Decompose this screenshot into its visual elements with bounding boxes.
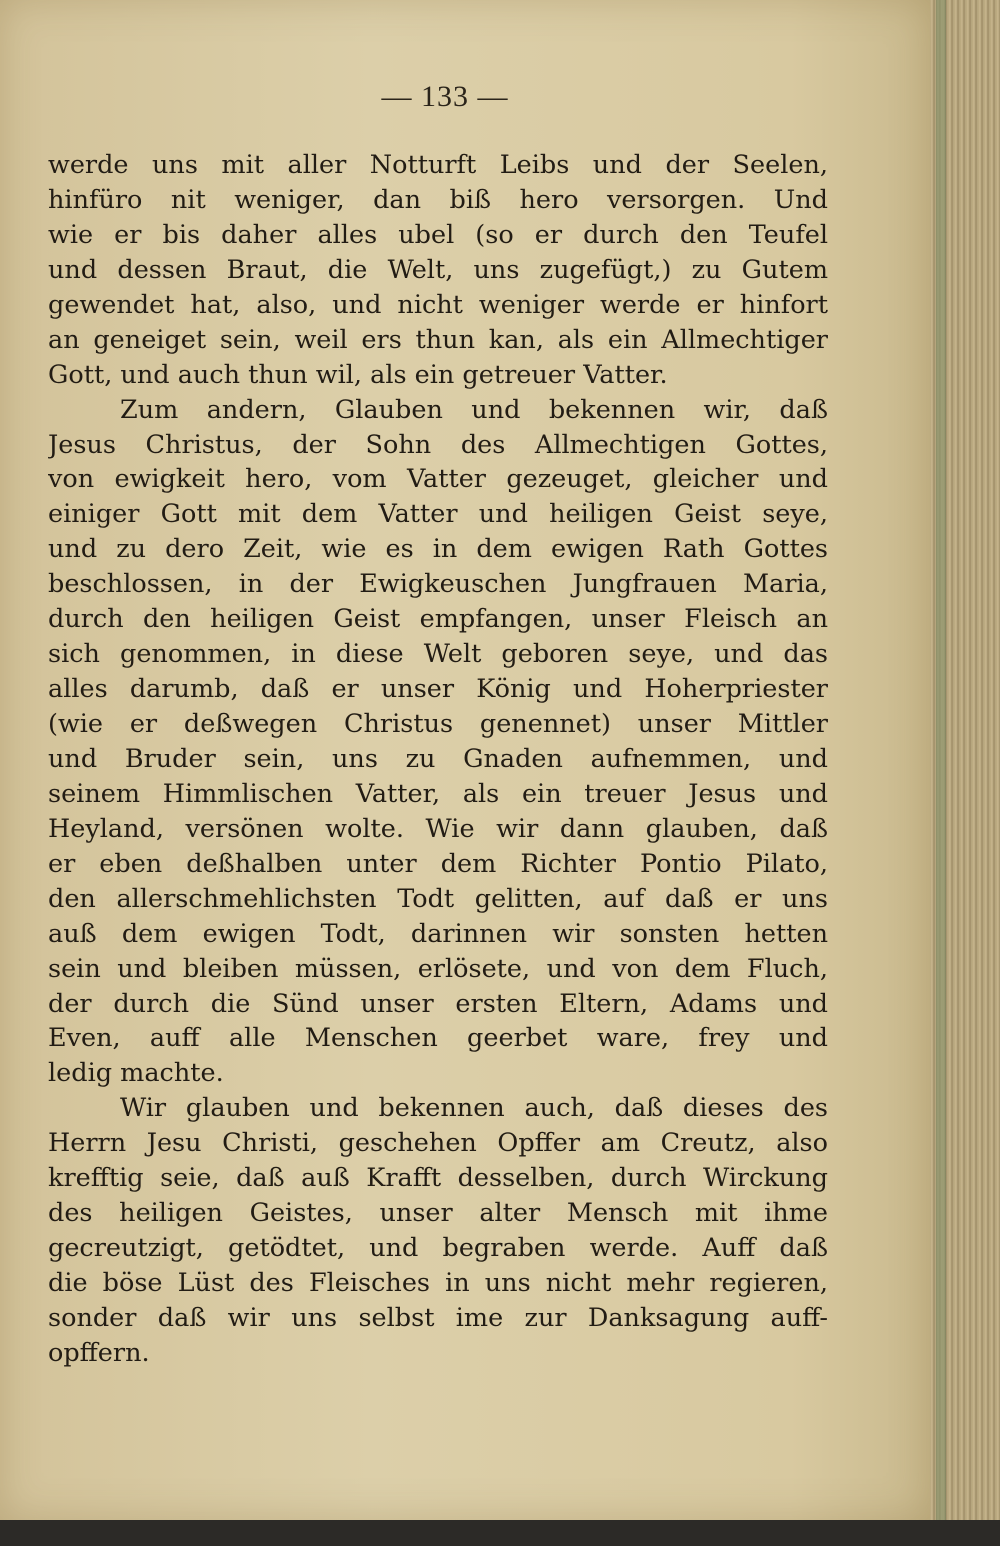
text-line: auß dem ewigen Todt, darinnen wir sonsten hetten (48, 918, 828, 949)
text-line: hinfüro nit weniger, dan biß hero versorgen. Und (48, 184, 828, 215)
text-line: sich genommen, in diese Welt geboren seye, und das (48, 639, 828, 670)
text-line: seinem Himmlischen Vatter, als ein treuer Jesus und (48, 778, 828, 809)
text-line: sein und bleiben müssen, erlösete, und von dem Fluch, (48, 953, 828, 984)
text-line: gewendet hat, also, und nicht weniger werde er hinfort (48, 289, 828, 320)
text-line: beschlossen, in der Ewigkeuschen Jungfrauen Maria, (48, 569, 828, 600)
page-edge (930, 0, 1000, 1520)
page-number: — 133 — (381, 80, 509, 113)
text-line: Even, auff alle Menschen geerbet ware, frey und (48, 1023, 828, 1054)
text-line: Wir glauben und bekennen auch, daß dieses des (120, 1093, 828, 1124)
text-line: von ewigkeit hero, vom Vatter gezeuget, gleicher und (48, 464, 828, 495)
text-line: Gott, und auch thun wil, als ein getreuer Vatter. (48, 359, 668, 390)
text-line: des heiligen Geistes, unser alter Mensch mit ihme (48, 1198, 828, 1229)
text-line: krefftig seie, daß auß Krafft desselben, durch Wirckung (48, 1163, 828, 1194)
text-line: einiger Gott mit dem Vatter und heiligen Geist seye, (48, 499, 828, 530)
text-line: die böse Lüst des Fleisches in uns nicht mehr regieren, (48, 1268, 828, 1298)
text-line: Jesus Christus, der Sohn des Allmechtigen Gottes, (48, 429, 828, 460)
text-line: und dessen Braut, die Welt, uns zugefügt,) zu Gutem (48, 254, 828, 285)
text-line: wie er bis daher alles ubel (so er durch den Teufel (48, 219, 828, 250)
text-line: opffern. (48, 1337, 150, 1368)
text-line: an geneiget sein, weil ers thun kan, als ein Allmechtiger (48, 324, 828, 355)
text-line: werde uns mit aller Notturft Leibs und der Seelen, (48, 150, 828, 180)
bottom-strip (0, 1520, 1000, 1546)
text-line: Heyland, versönen wolte. Wie wir dann glauben, daß (48, 813, 828, 844)
text-line: Herrn Jesu Christi, geschehen Opffer am Creutz, also (48, 1128, 828, 1159)
text-line: (wie er deßwegen Christus genennet) unser Mittler (48, 709, 828, 739)
text-line: der durch die Sünd unser ersten Eltern, Adams und (48, 988, 828, 1019)
text-line: Zum andern, Glauben und bekennen wir, daß (120, 394, 828, 425)
text-line: ledig machte. (48, 1058, 224, 1089)
text-line: und Bruder sein, uns zu Gnaden aufnemmen, und (48, 743, 828, 774)
text-line: alles darumb, daß er unser König und Hoherpriester (48, 674, 828, 705)
text-line: gecreutzigt, getödtet, und begraben werde. Auff daß (48, 1233, 828, 1264)
text-line: sonder daß wir uns selbst ime zur Danksagung auff- (48, 1302, 828, 1333)
text-line: und zu dero Zeit, wie es in dem ewigen Rath Gottes (48, 534, 828, 565)
body-text (48, 148, 828, 1371)
text-line: er eben deßhalben unter dem Richter Pontio Pilato, (48, 848, 828, 879)
text-line: den allerschmehlichsten Todt gelitten, auf daß er uns (48, 883, 828, 914)
text-line: durch den heiligen Geist empfangen, unser Fleisch an (48, 604, 828, 635)
